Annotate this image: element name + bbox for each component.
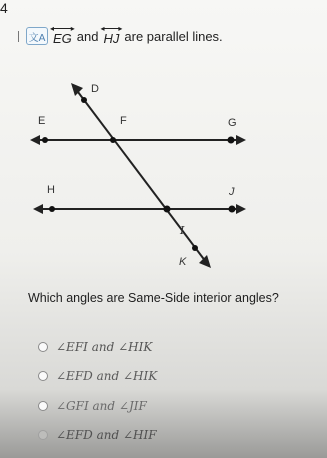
line-hj-symbol: ◂ HJ ▸ <box>100 24 123 46</box>
point-i <box>164 206 171 213</box>
answer-option-2[interactable] <box>38 369 157 383</box>
point-d <box>81 97 87 103</box>
radio-button[interactable] <box>38 342 48 352</box>
arrowhead-k <box>199 255 211 268</box>
answer-option-label: ∠EFD and ∠HIF <box>56 428 157 442</box>
answer-option-label: ∠EFI and ∠HIK <box>56 340 153 354</box>
prompt-suffix: are parallel lines. <box>124 28 223 44</box>
question-prompt <box>18 26 223 46</box>
point-e <box>42 137 48 143</box>
label-f: F <box>120 115 127 127</box>
point-h <box>49 206 55 212</box>
line-hj-label: HJ <box>103 31 120 46</box>
label-i: I <box>180 224 185 237</box>
transversal-dk <box>75 88 206 262</box>
label-g: G <box>228 117 237 129</box>
question-number: 4 <box>0 0 8 16</box>
arrowhead-e <box>30 135 40 145</box>
arrowhead-d <box>71 83 83 96</box>
radio-button[interactable] <box>38 401 48 411</box>
arrowhead-j <box>236 204 246 214</box>
answer-option-4[interactable] <box>38 428 157 442</box>
line-eg-label: EG <box>53 31 72 46</box>
radio-button[interactable] <box>38 371 48 381</box>
answer-option-label: ∠EFD and ∠HIK <box>56 369 158 383</box>
label-e: E <box>38 115 46 127</box>
translate-icon[interactable]: 文A <box>26 27 48 45</box>
line-eg-symbol: ◂ EG ▸ <box>50 24 75 46</box>
label-d: D <box>91 83 99 95</box>
arrowhead-g <box>236 135 246 145</box>
label-k: K <box>179 256 187 268</box>
label-j: J <box>229 186 235 198</box>
label-h: H <box>47 184 55 196</box>
answer-option-label: ∠GFI and ∠JIF <box>56 399 147 413</box>
divider <box>18 31 19 42</box>
question-text: Which angles are Same-Side interior angles? <box>28 291 279 305</box>
point-j <box>229 206 236 213</box>
answer-option-3[interactable] <box>38 399 147 413</box>
answer-option-1[interactable] <box>38 340 152 354</box>
parallel-lines-diagram <box>0 68 327 283</box>
arrowhead-h <box>33 204 43 214</box>
point-f <box>110 137 116 143</box>
point-k <box>192 245 198 251</box>
radio-button[interactable] <box>38 430 48 440</box>
prompt-and: and <box>76 28 99 44</box>
point-g <box>228 137 235 144</box>
